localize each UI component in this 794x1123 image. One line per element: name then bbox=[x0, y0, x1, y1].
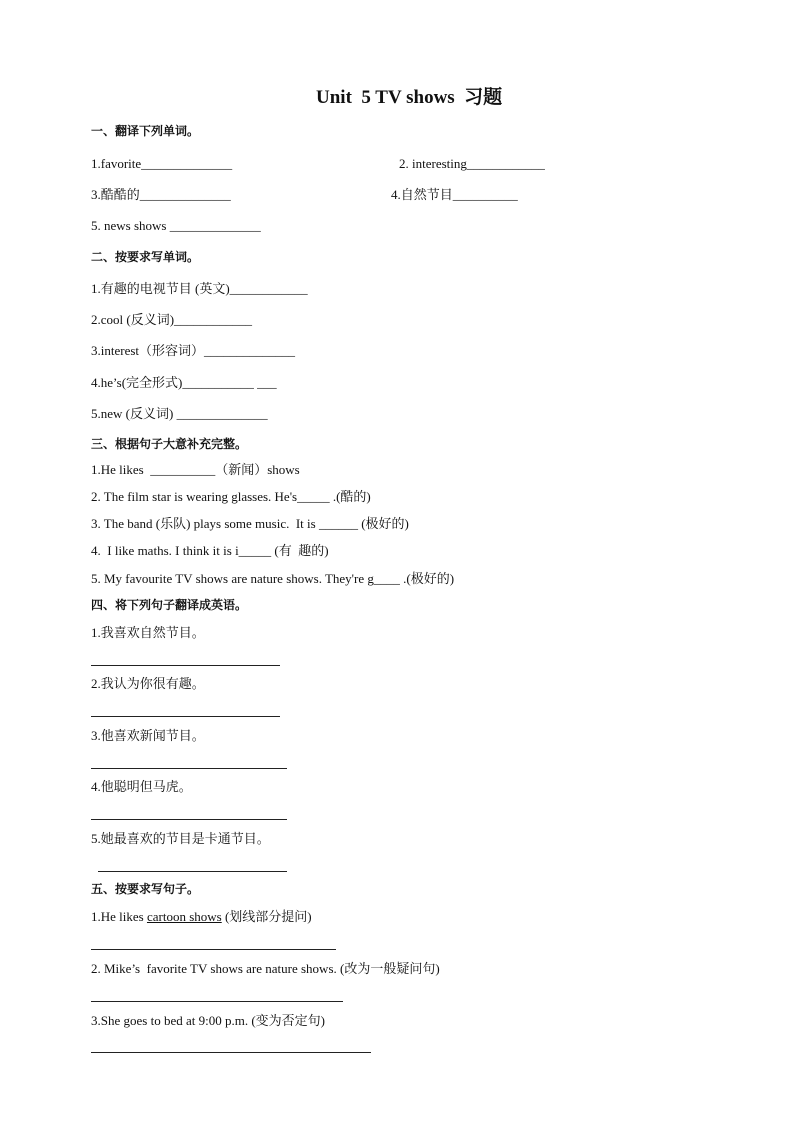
s2-q4: 4.he’s(完全形式)___________ ___ bbox=[91, 375, 277, 390]
page-title: Unit 5 TV shows 习题 bbox=[316, 87, 503, 108]
s4-answer-line-4[interactable] bbox=[91, 819, 287, 820]
s4-q3: 3.他喜欢新闻节目。 bbox=[91, 728, 205, 743]
s3-q5: 5. My favourite TV shows are nature shows. They're g____ .(极好的) bbox=[91, 571, 455, 586]
s5-q1-underlined: cartoon shows bbox=[146, 909, 222, 924]
s3-q2: 2. The film star is wearing glasses. He's_____ .(酷的) bbox=[91, 489, 371, 504]
s1-q5: 5. news shows ______________ bbox=[91, 218, 261, 233]
s3-q1: 1.He likes __________（新闻）shows bbox=[91, 462, 300, 477]
s1-q4: 4.自然节目__________ bbox=[391, 187, 518, 202]
s5-answer-line-1[interactable] bbox=[91, 949, 336, 950]
s3-q4: 4. I like maths. I think it is i_____ (有 趣的) bbox=[91, 543, 329, 558]
s2-q2: 2.cool (反义词)____________ bbox=[91, 312, 253, 327]
s1-q2: 2. interesting____________ bbox=[399, 156, 545, 171]
s4-q4: 4.他聪明但马虎。 bbox=[91, 779, 192, 794]
s5-answer-line-2[interactable] bbox=[91, 1001, 343, 1002]
s2-q1: 1.有趣的电视节目 (英文)____________ bbox=[91, 281, 308, 296]
s5-q1 bbox=[91, 910, 312, 923]
s4-answer-line-2[interactable] bbox=[91, 716, 280, 717]
s4-answer-line-1[interactable] bbox=[91, 665, 280, 666]
s4-q2: 2.我认为你很有趣。 bbox=[91, 676, 205, 691]
s4-q5: 5.她最喜欢的节目是卡通节目。 bbox=[91, 831, 270, 846]
s3-q3: 3. The band (乐队) plays some music. It is ______ (极好的) bbox=[91, 516, 409, 531]
section-4-heading: 四、将下列句子翻译成英语。 bbox=[91, 598, 248, 612]
s5-q3: 3.She goes to bed at 9:00 p.m. (变为否定句) bbox=[91, 1013, 325, 1028]
s5-q1-before: 1.He likes bbox=[91, 909, 147, 924]
s5-q1-after: (划线部分提问) bbox=[221, 909, 312, 924]
s4-answer-line-5[interactable] bbox=[98, 871, 287, 872]
section-3-heading: 三、根据句子大意补充完整。 bbox=[91, 437, 248, 451]
s1-q1: 1.favorite______________ bbox=[91, 156, 233, 171]
s4-answer-line-3[interactable] bbox=[91, 768, 287, 769]
s1-q3: 3.酷酷的______________ bbox=[91, 187, 231, 202]
s2-q3: 3.interest（形容词）______________ bbox=[91, 343, 296, 358]
section-1-heading: 一、翻译下列单词。 bbox=[91, 124, 200, 138]
s5-q2: 2. Mike’s favorite TV shows are nature shows. (改为一般疑问句) bbox=[91, 961, 440, 976]
s2-q5: 5.new (反义词) ______________ bbox=[91, 406, 268, 421]
section-5-heading: 五、按要求写句子。 bbox=[91, 882, 200, 896]
section-2-heading: 二、按要求写单词。 bbox=[91, 250, 200, 264]
s5-answer-line-3[interactable] bbox=[91, 1052, 371, 1053]
s4-q1: 1.我喜欢自然节目。 bbox=[91, 625, 205, 640]
